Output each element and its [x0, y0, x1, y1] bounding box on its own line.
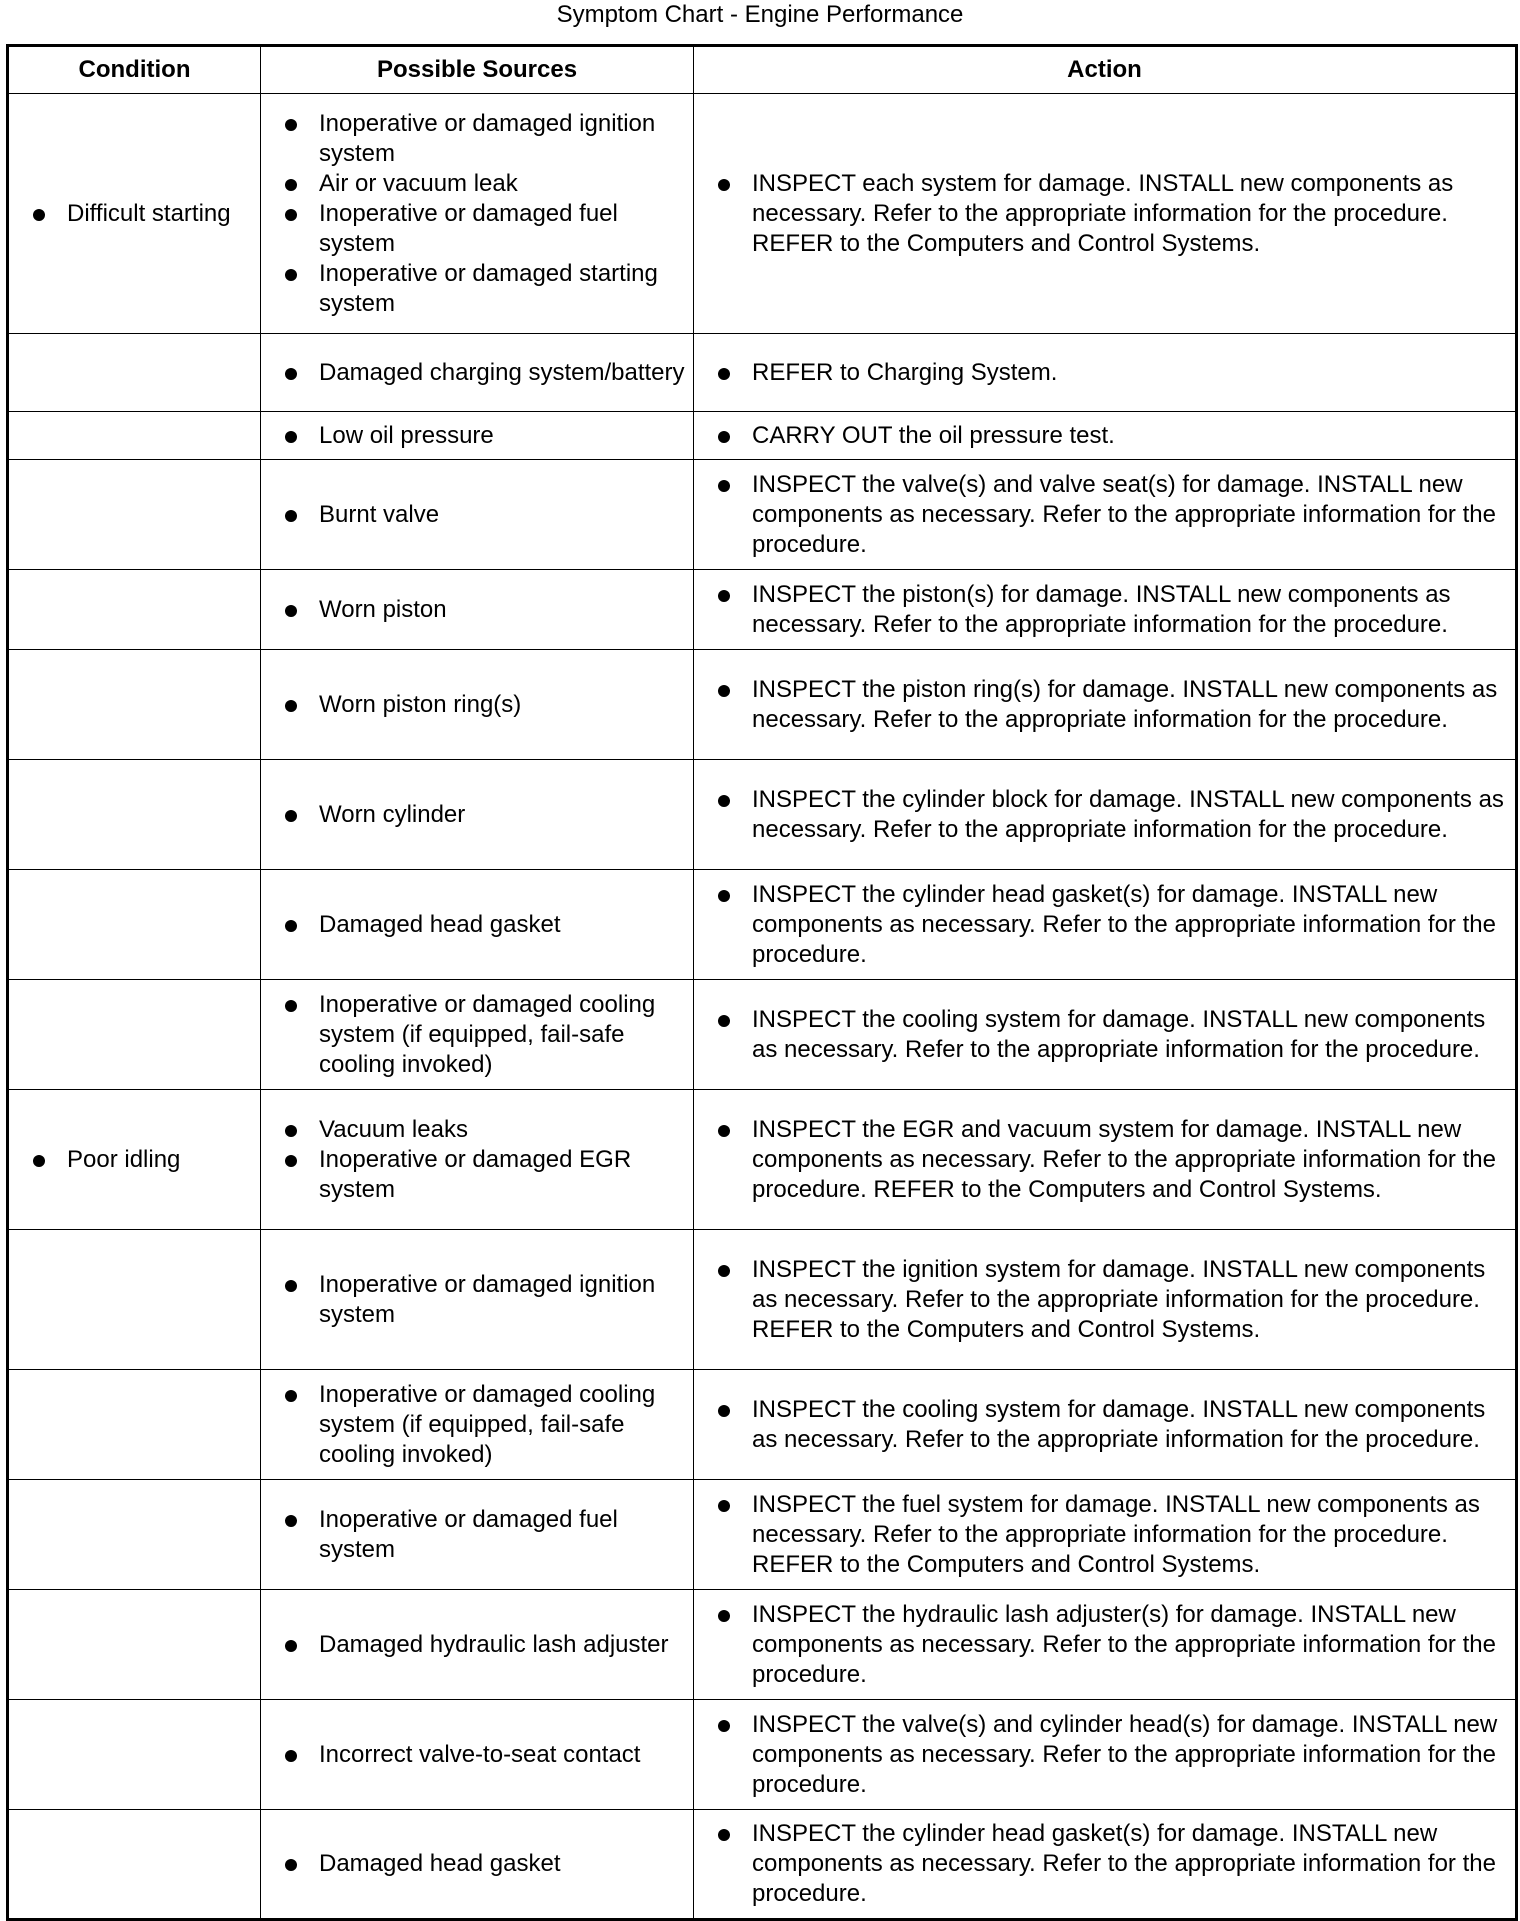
condition-cell — [8, 760, 261, 870]
condition-cell — [8, 1590, 261, 1700]
action-cell — [694, 1480, 1517, 1590]
source-item: Worn cylinder — [261, 800, 693, 830]
table-row — [8, 334, 1517, 412]
table-row — [8, 412, 1517, 460]
action-cell — [694, 1230, 1517, 1370]
table-row — [8, 650, 1517, 760]
action-text: INSPECT the valve(s) and valve seat(s) for damage. INSTALL new components as necessary. Refer to the appropriate information for the procedure. — [694, 470, 1515, 560]
possible-sources-cell — [261, 94, 694, 334]
possible-sources-cell — [261, 1700, 694, 1810]
action-text: INSPECT the cooling system for damage. INSTALL new components as necessary. Refer to the appropriate information for the procedure. — [694, 1395, 1515, 1455]
action-cell — [694, 412, 1517, 460]
possible-sources-cell — [261, 1090, 694, 1230]
source-item: Inoperative or damaged ignition system — [261, 109, 693, 169]
table-row — [8, 460, 1517, 570]
condition-label: Difficult starting — [9, 199, 260, 229]
source-item: Worn piston — [261, 595, 693, 625]
source-item: Burnt valve — [261, 500, 693, 530]
condition-cell — [8, 1090, 261, 1230]
action-cell — [694, 760, 1517, 870]
possible-sources-cell — [261, 412, 694, 460]
possible-sources-cell — [261, 460, 694, 570]
source-item: Low oil pressure — [261, 421, 693, 451]
table-row — [8, 1480, 1517, 1590]
action-cell — [694, 980, 1517, 1090]
action-text: INSPECT the piston ring(s) for damage. INSTALL new components as necessary. Refer to the appropriate information for the procedure. — [694, 675, 1515, 735]
action-cell — [694, 1370, 1517, 1480]
header-condition: Condition — [8, 46, 261, 94]
source-item: Inoperative or damaged fuel system — [261, 1505, 693, 1565]
possible-sources-cell — [261, 334, 694, 412]
condition-cell — [8, 94, 261, 334]
action-text: INSPECT the cylinder head gasket(s) for damage. INSTALL new components as necessary. Refer to the appropriate information for the procedure. — [694, 880, 1515, 970]
source-item: Inoperative or damaged cooling system (if equipped, fail-safe cooling invoked) — [261, 990, 693, 1080]
table-row — [8, 1810, 1517, 1920]
condition-cell — [8, 1370, 261, 1480]
source-item: Incorrect valve-to-seat contact — [261, 1740, 693, 1770]
action-cell — [694, 1090, 1517, 1230]
possible-sources-cell — [261, 1370, 694, 1480]
table-row — [8, 760, 1517, 870]
source-item: Vacuum leaks — [261, 1115, 693, 1145]
source-item: Air or vacuum leak — [261, 169, 693, 199]
table-row — [8, 980, 1517, 1090]
action-cell — [694, 460, 1517, 570]
possible-sources-cell — [261, 1590, 694, 1700]
source-item: Worn piston ring(s) — [261, 690, 693, 720]
condition-cell — [8, 570, 261, 650]
condition-cell — [8, 870, 261, 980]
action-cell — [694, 94, 1517, 334]
table-row — [8, 1590, 1517, 1700]
action-cell — [694, 870, 1517, 980]
header-action: Action — [694, 46, 1517, 94]
source-item: Damaged head gasket — [261, 910, 693, 940]
table-row — [8, 94, 1517, 334]
source-item: Inoperative or damaged cooling system (if equipped, fail-safe cooling invoked) — [261, 1380, 693, 1470]
possible-sources-cell — [261, 760, 694, 870]
table-row — [8, 1230, 1517, 1370]
action-cell — [694, 1590, 1517, 1700]
page-title: Symptom Chart - Engine Performance — [556, 1, 964, 28]
action-text: INSPECT the piston(s) for damage. INSTALL new components as necessary. Refer to the appropriate information for the procedure. — [694, 580, 1515, 640]
action-cell — [694, 1810, 1517, 1920]
condition-cell — [8, 1480, 261, 1590]
condition-cell — [8, 650, 261, 760]
action-cell — [694, 570, 1517, 650]
action-cell — [694, 650, 1517, 760]
condition-cell — [8, 1230, 261, 1370]
action-cell — [694, 1700, 1517, 1810]
condition-cell — [8, 980, 261, 1090]
source-item: Damaged head gasket — [261, 1849, 693, 1879]
source-item: Damaged hydraulic lash adjuster — [261, 1630, 693, 1660]
table-row — [8, 570, 1517, 650]
possible-sources-cell — [261, 1230, 694, 1370]
condition-cell — [8, 1810, 261, 1920]
possible-sources-cell — [261, 870, 694, 980]
possible-sources-cell — [261, 650, 694, 760]
condition-cell — [8, 334, 261, 412]
possible-sources-cell — [261, 1810, 694, 1920]
table-row — [8, 1370, 1517, 1480]
action-text: INSPECT the EGR and vacuum system for damage. INSTALL new components as necessary. Refer to the appropriate information for the procedure. REFER to the Computers and Control Systems. — [694, 1115, 1515, 1205]
action-text: INSPECT the valve(s) and cylinder head(s) for damage. INSTALL new components as necessary. Refer to the appropriate information for the procedure. — [694, 1710, 1515, 1800]
action-text: INSPECT the cylinder head gasket(s) for damage. INSTALL new components as necessary. Refer to the appropriate information for the procedure. — [694, 1819, 1515, 1909]
action-text: INSPECT the fuel system for damage. INSTALL new components as necessary. Refer to the appropriate information for the procedure. REFER to the Computers and Control Systems. — [694, 1490, 1515, 1580]
condition-cell — [8, 460, 261, 570]
action-text: INSPECT each system for damage. INSTALL new components as necessary. Refer to the appropriate information for the procedure. REFER to the Computers and Control Systems. — [694, 169, 1515, 259]
source-item: Inoperative or damaged ignition system — [261, 1270, 693, 1330]
action-text: CARRY OUT the oil pressure test. — [694, 421, 1515, 451]
possible-sources-cell — [261, 1480, 694, 1590]
action-text: INSPECT the cylinder block for damage. INSTALL new components as necessary. Refer to the appropriate information for the procedure. — [694, 785, 1515, 845]
condition-cell — [8, 412, 261, 460]
action-text: INSPECT the hydraulic lash adjuster(s) for damage. INSTALL new components as necessary. Refer to the appropriate information for the procedure. — [694, 1600, 1515, 1690]
action-cell — [694, 334, 1517, 412]
source-item: Inoperative or damaged EGR system — [261, 1145, 693, 1205]
possible-sources-cell — [261, 980, 694, 1090]
table-row — [8, 1700, 1517, 1810]
source-item: Damaged charging system/battery — [261, 358, 693, 388]
header-row — [8, 46, 1517, 94]
symptom-chart-table — [6, 44, 1518, 1921]
action-text: REFER to Charging System. — [694, 358, 1515, 388]
condition-cell — [8, 1700, 261, 1810]
source-item: Inoperative or damaged starting system — [261, 259, 693, 319]
possible-sources-cell — [261, 570, 694, 650]
header-possible-sources: Possible Sources — [261, 46, 694, 94]
source-item: Inoperative or damaged fuel system — [261, 199, 693, 259]
table-row — [8, 870, 1517, 980]
action-text: INSPECT the ignition system for damage. INSTALL new components as necessary. Refer to the appropriate information for the procedure. REFER to the Computers and Control Systems. — [694, 1255, 1515, 1345]
condition-label: Poor idling — [9, 1145, 260, 1175]
table-row — [8, 1090, 1517, 1230]
action-text: INSPECT the cooling system for damage. INSTALL new components as necessary. Refer to the appropriate information for the procedure. — [694, 1005, 1515, 1065]
